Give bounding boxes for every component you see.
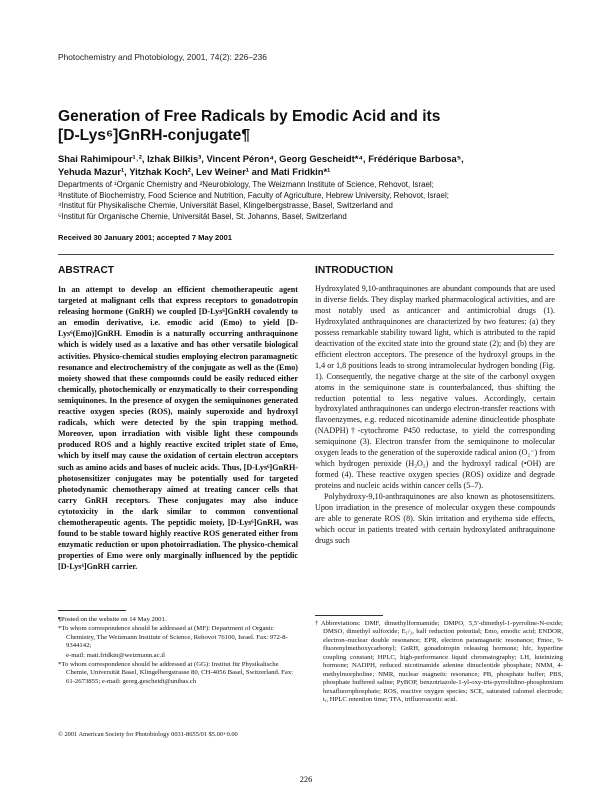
abbreviations-footnote: †Abbreviations: DMF, dimethylformamide; DMPO, 5,5′-dimethyl-1-pyrroline-N-oxide; DMSO, dimethyl sulfoxide; E₁/₂, half reduction potential; Emo, emodic acid; ENDOR, electron–nuclear double resonance; EPR, electron paramagnetic resonance; Fmoc, 9-fluorenylmethoxycarbonyl; GnRH, gonadotropin releasing hormone; hfc, hyperfine coupling constant; HPLC, high-performance liquid chromatography; LH, luteinizing hormone; NADPH, reduced nicotinamide adenine dinucleotide phosphate; NMM, 4-methylmorpholine; NMR, nuclear magnetic resonance; PB, phosphate buffer; PBS, phosphate buffered saline; PyBOP, benzotriazole-1-yl-oxy-tris-pyrrolidino-phosphonium hexafluorophosphate; ROS, reactive oxygen species; SCE, saturated calomel electrode; tᵣ, HPLC retention time; TFA, trifluoroacetic acid.	[315, 620, 563, 704]
received-date: Received 30 January 2001; accepted 7 May 2001	[58, 233, 232, 242]
title-line-1: Generation of Free Radicals by Emodic Acid and its	[58, 108, 441, 125]
affiliation-4: ⁵Institut für Organische Chemie, Universität Basel, St. Johanns, Basel, Switzerland	[58, 211, 347, 221]
page-number: 226	[299, 775, 313, 784]
introduction-heading: INTRODUCTION	[315, 265, 394, 276]
footnote-correspondence-1: *To whom correspondence should be addressed at (MF): Department of Organic Chemistry, The Weizmann Institute of Science, Rehovot 76100, Israel. Fax: 972-8-9344142;	[58, 625, 288, 650]
copyright-line: © 2001 American Society for Photobiology 0031-8655/01 $5.00+0.00	[58, 731, 238, 738]
footnote-email-1: e-mail: mati.fridkin@weizmann.ac.il	[66, 651, 166, 659]
title-line-2: [D-Lys⁶]GnRH-conjugate¶	[58, 127, 250, 144]
introduction-text	[315, 284, 555, 547]
abstract-heading: ABSTRACT	[58, 265, 115, 276]
article-title	[58, 107, 558, 145]
footnote-posted: ¶Posted on the website on 14 May 2001.	[58, 616, 167, 623]
footnote-correspondence-2: *To whom correspondence should be addressed at (GG): Institut für Physikalische Chemie, Universität Basel, Klingelbergstrasse 80, CH-4056 Basel, Switzerland. Fax: 61-2673855; e-mail: georg.gescheidt@unibas.ch	[58, 661, 294, 685]
abstract-text: In an attempt to develop an efficient chemotherapeutic agent targeted at malignant cells that express receptors to gonadotropin releasing hormone (GnRH) we coupled [D-Lys⁶]GnRH covalently to an emodin derivative, i.e. emodic acid (Emo) to yield [D-Lys⁶(Emo)]GnRH. Emodin is a naturally occurring anthraquinone which is widely used as a laxative and has other versatile biological activities. Physico-chemical studies employing electron paramagnetic resonance and electrochemistry of the conjugate as well as the (Emo) moiety showed that these compounds could be easily reduced either chemically, photochemically or enzymatically to their corresponding semiquinones. In the presence of oxygen the semiquinones generated reactive oxygen species (ROS), mainly superoxide and hydroxyl radicals, which were detected by the spin trapping method. Moreover, upon irradiation with visible light these compounds produced ROS and a highly reactive excited triplet state of Emo, which by itself may cause the oxidation of certain electron acceptors such as amino acids and bases of nucleic acids. Thus, [D-Lys⁶]GnRH-photosensitizer conjugates may be potentially used for targeted photodynamic chemotherapy aimed at treating cancer cells that carry GnRH receptors. These conjugates may also induce cytotoxicity in the dark similar to common conventional chemotherapeutic agents. The peptidic moiety, [D-Lys⁶]GnRH, was found to be stable toward highly reactive ROS generated either from enzymatic reduction or upon photoirradiation. The physico-chemical properties of Emo were only marginally influenced by the peptidic [D-Lys⁶]GnRH carrier.	[58, 285, 298, 572]
journal-citation: Photochemistry and Photobiology, 2001, 74(2): 226–236	[58, 52, 267, 62]
authors-line-2: Yehuda Mazur¹, Yitzhak Koch², Lev Weiner¹ and Mati Fridkin*¹	[58, 166, 331, 177]
authors-line-1: Shai Rahimipour¹˒², Izhak Bilkis³, Vincent Péron⁴, Georg Gescheidt*⁴, Frédérique Barbosa⁵,	[58, 153, 464, 164]
affiliation-2: ³Institute of Biochemistry, Food Science and Nutrition, Faculty of Agriculture, Hebrew University, Rehovot, Israel;	[58, 190, 449, 200]
author-list	[58, 152, 558, 178]
footnote-divider-left	[58, 610, 126, 611]
header-divider	[58, 254, 554, 255]
footnote-divider-right	[315, 615, 383, 616]
intro-paragraph-1: Hydroxylated 9,10-anthraquinones are abundant compounds that are used in diverse fields. They display marked pharmacological activities, and are most notably used as anticancer and antimicrobial drugs (1). Hydroxylated anthraquinones are characterized by two features: (a) they possess remarkable stability toward light, which is attributed to the rapid deactivation of the excited state into the ground state (2); and (b) they are efficient electron acceptors. The presence of the hydroxyl groups in the 1,4 or 1,8 positions leads to strong intramolecular hydrogen bonding (Fig. 1). Consequently, the negative charge at the site of the carbonyl oxygen atoms in the semiquinone state is counterbalanced, thus shifting the reduction potential to less negative values. Accordingly, certain hydroxylated anthraquinones can undergo electron-transfer reactions with flavoenzymes, e.g. reduced nicotinamide adenine dinucleotide phosphate (NADPH)†-cytochrome P450 reductase, to yield the corresponding semiquinone (3). Electron transfer from the semiquinone to molecular oxygen leads to the generation of the superoxide radical anion (O₂⁻) from which hydrogen peroxide (H₂O₂) and the hydroxyl radical (•OH) are formed (4). These reactive oxygen species (ROS) oxidize and degrade proteins and nucleic acids within cancer cells (5–7).	[315, 284, 555, 491]
affiliations	[58, 180, 558, 222]
affiliation-3: ⁴Institut für Physikalische Chemie, Universität Basel, Klingelbergstrasse, Basel, Switzerland and	[58, 201, 393, 211]
affiliation-1: Departments of ¹Organic Chemistry and ²Neurobiology, The Weizmann Institute of Science, Rehovot, Israel;	[58, 180, 434, 189]
footnotes-left	[58, 616, 298, 687]
intro-paragraph-2: Polyhydroxy-9,10-anthraquinones are also known as photosensitizers. Upon irradiation in the presence of molecular oxygen these compounds are able to generate ROS (8). Skin irritation and erythema side effects, which occur in patients treated with certain hydroxylated anthraquinone drugs such	[315, 492, 555, 545]
